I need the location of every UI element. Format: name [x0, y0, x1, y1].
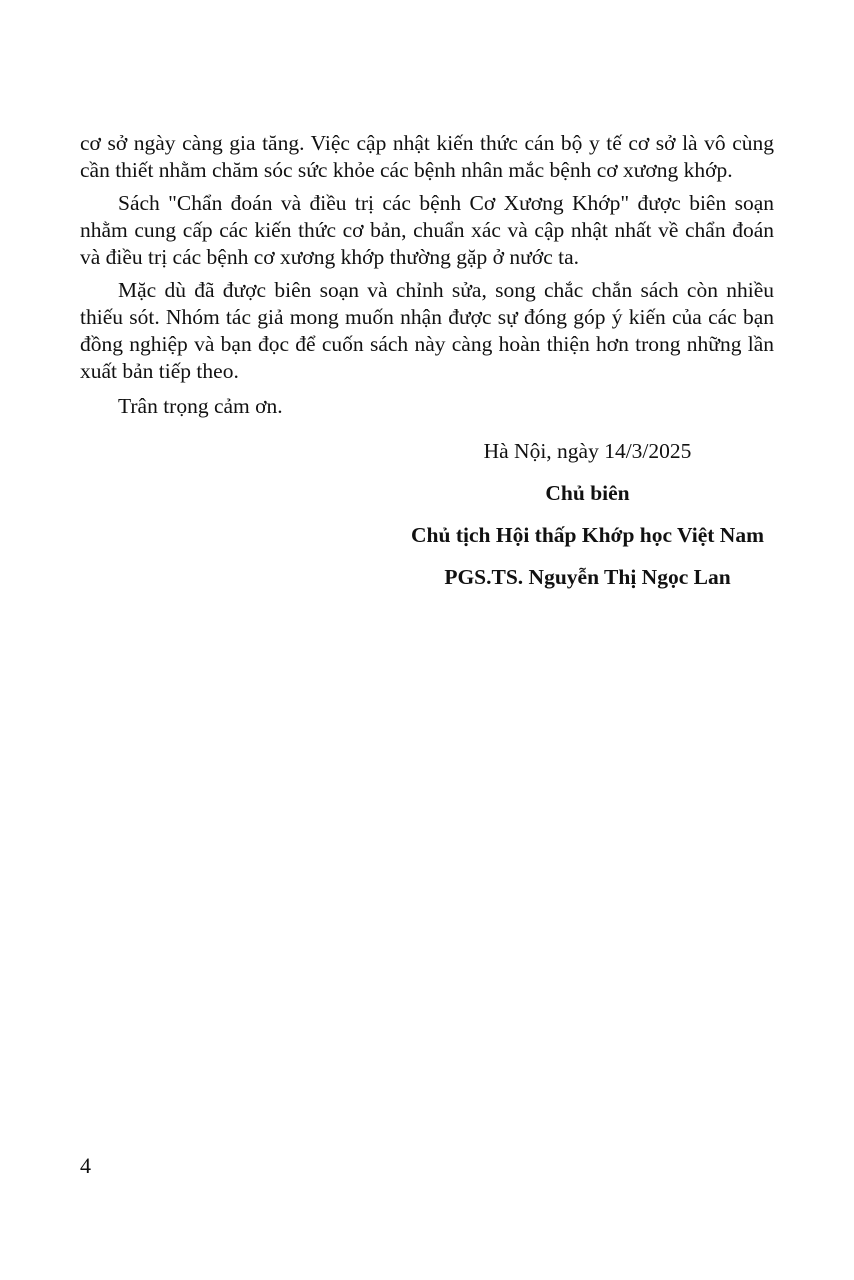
signature-role: Chủ biên	[545, 481, 630, 505]
document-body	[80, 130, 774, 420]
signature-name: PGS.TS. Nguyễn Thị Ngọc Lan	[444, 565, 731, 589]
page-number: 4	[80, 1153, 91, 1178]
paragraph-feedback-request: Mặc dù đã được biên soạn và chỉnh sửa, song chắc chắn sách còn nhiều thiếu sót. Nhóm tác giả mong muốn nhận được sự đóng góp ý kiến của các bạn đồng nghiệp và bạn đọc để cuốn sách này càng hoàn thiện hơn trong những lần xuất bản tiếp theo.	[80, 278, 774, 383]
paragraph-continuation: cơ sở ngày càng gia tăng. Việc cập nhật kiến thức cán bộ y tế cơ sở là vô cùng cần thiết nhằm chăm sóc sức khỏe các bệnh nhân mắc bệnh cơ xương khớp.	[80, 131, 774, 182]
closing-thanks: Trân trọng cảm ơn.	[118, 394, 283, 418]
paragraph-book-description: Sách "Chẩn đoán và điều trị các bệnh Cơ Xương Khớp" được biên soạn nhằm cung cấp các kiến thức cơ bản, chuẩn xác và cập nhật nhất về chẩn đoán và điều trị các bệnh cơ xương khớp thường gặp ở nước ta.	[80, 191, 774, 269]
signature-position: Chủ tịch Hội thấp Khớp học Việt Nam	[411, 523, 764, 547]
place-date: Hà Nội, ngày 14/3/2025	[483, 439, 692, 463]
signature-block	[340, 438, 835, 606]
